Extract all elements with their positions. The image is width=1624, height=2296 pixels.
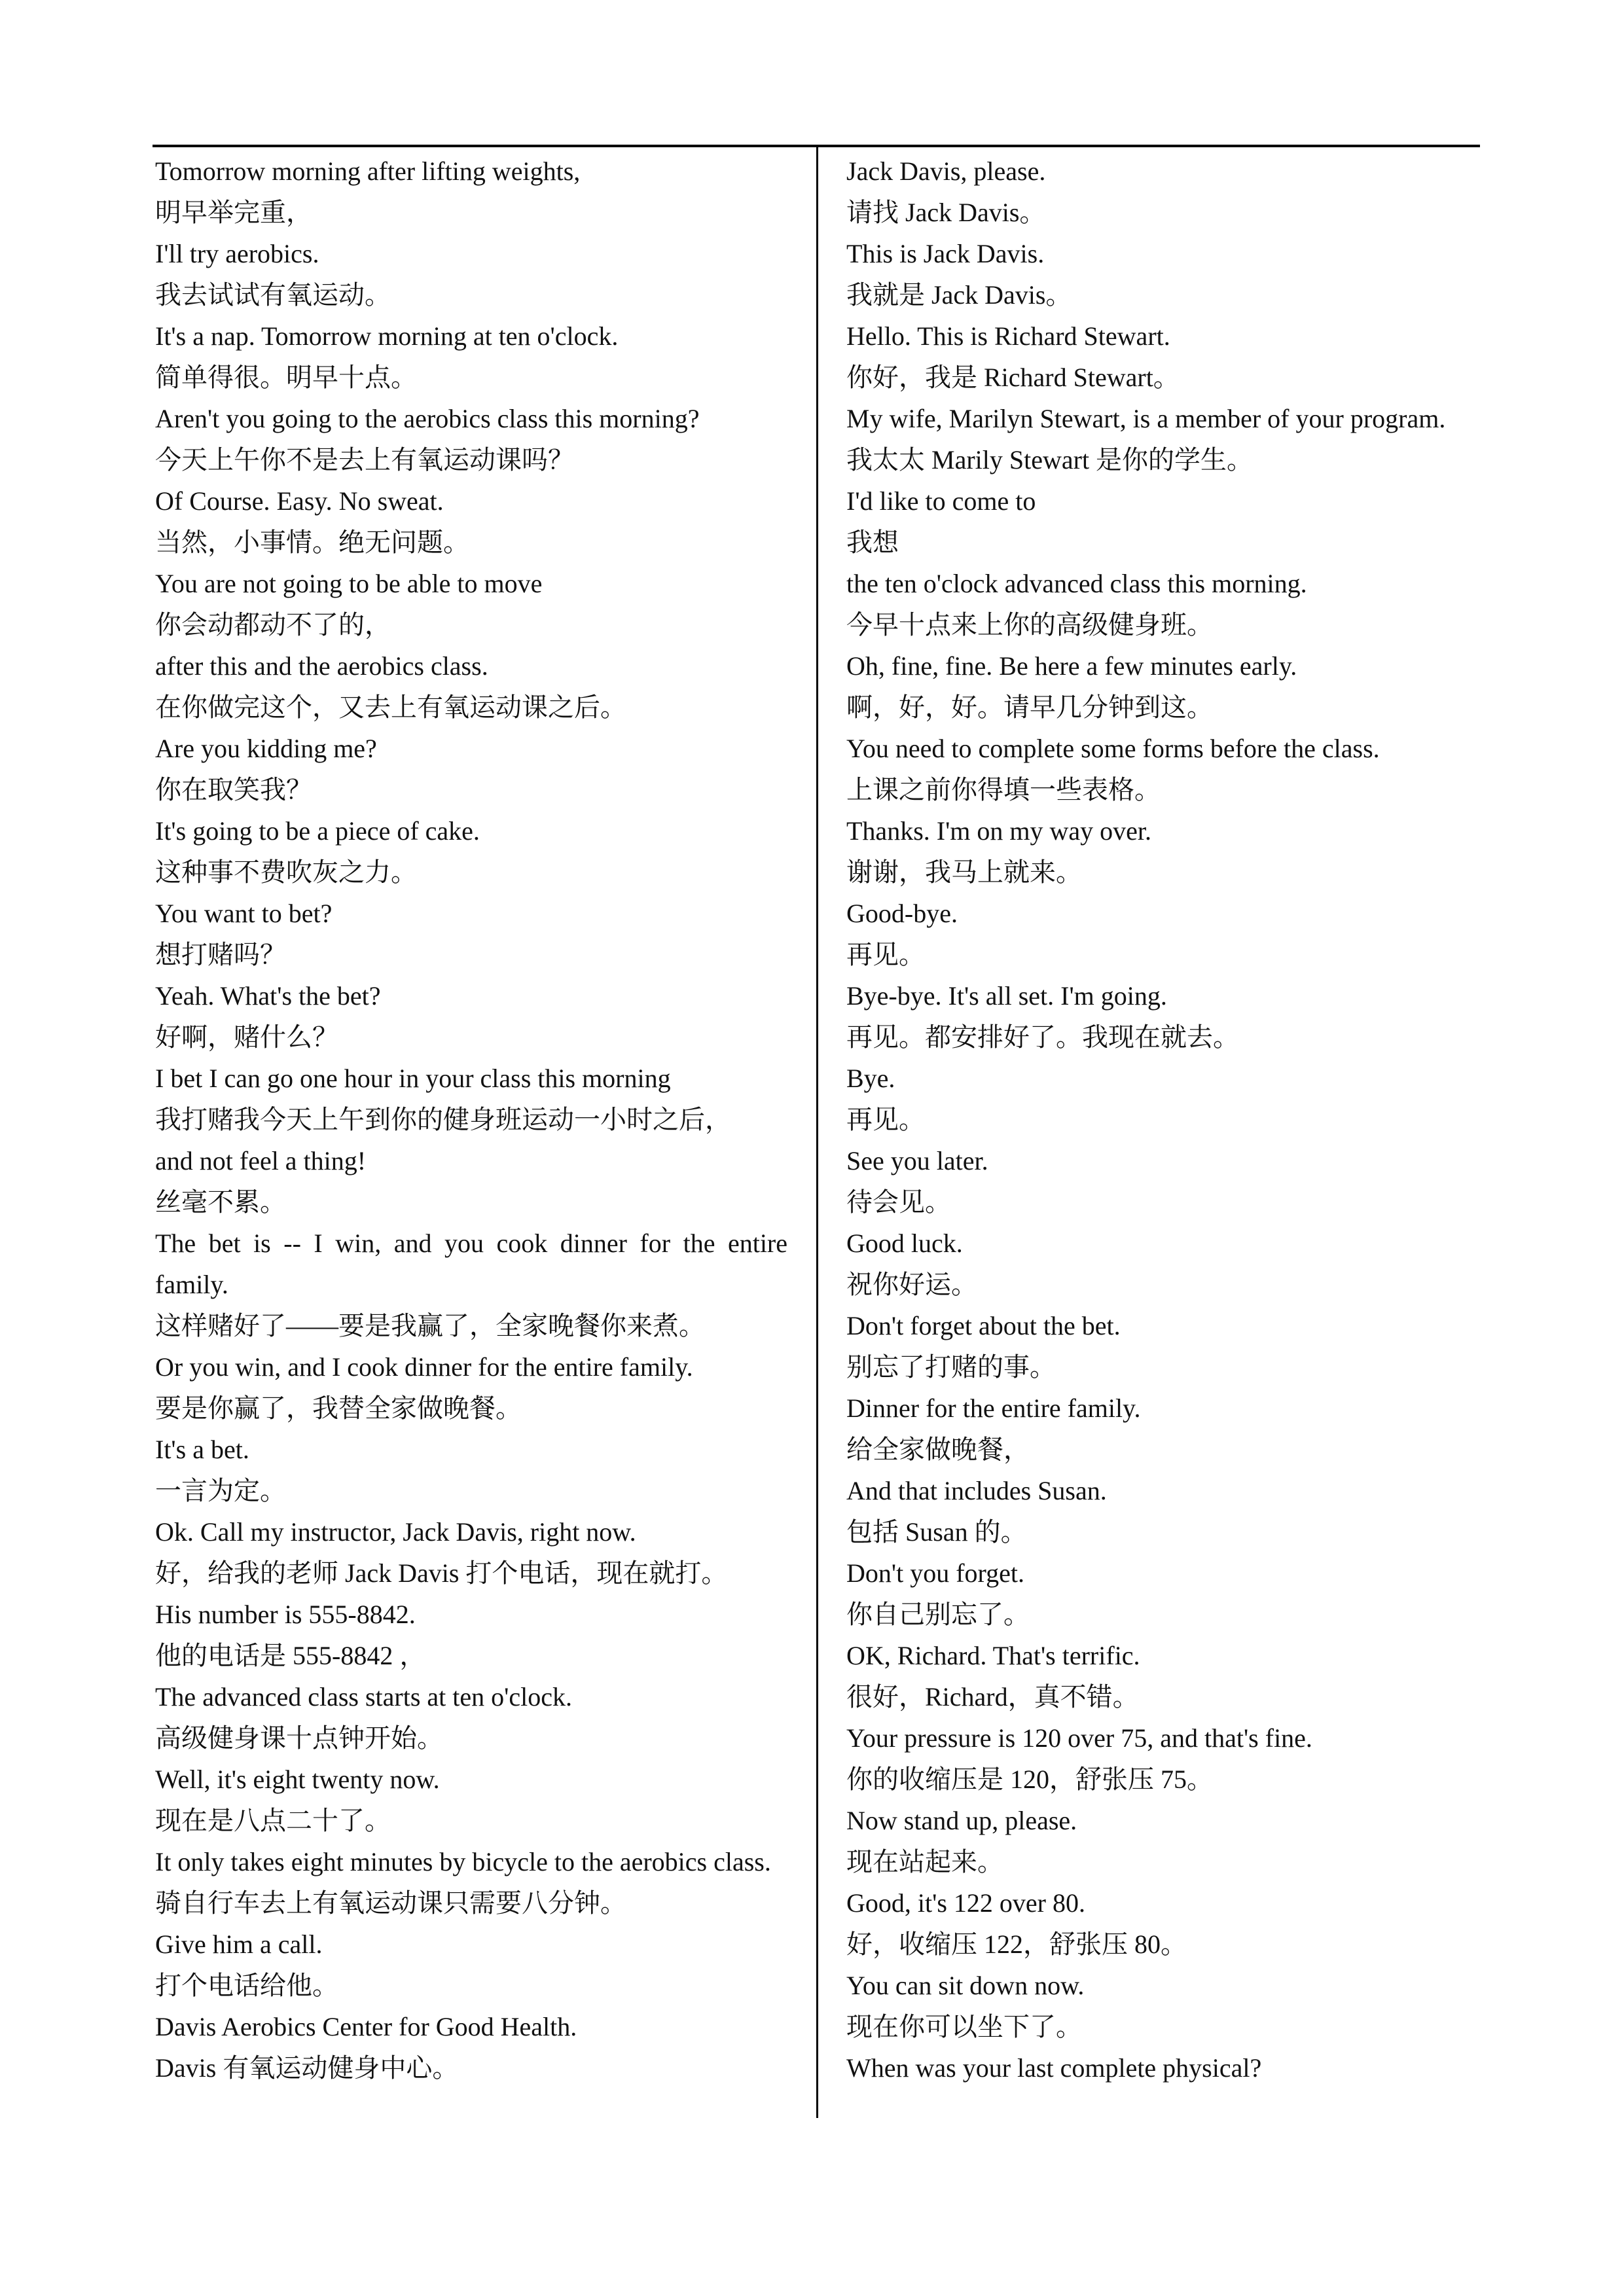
dialogue-line: Yeah. What's the bet? — [155, 981, 381, 1011]
dialogue-line: Thanks. I'm on my way over. — [846, 816, 1152, 846]
dialogue-line: I bet I can go one hour in your class this morning — [155, 1064, 671, 1093]
dialogue-line: Or you win, and I cook dinner for the entire family. — [155, 1352, 693, 1382]
dialogue-line: See you later. — [846, 1146, 988, 1175]
dialogue-line: 我太太 Marily Stewart 是你的学生。 — [846, 445, 1254, 475]
column-divider — [816, 146, 818, 2118]
dialogue-line: 你会动都动不了的， — [155, 610, 391, 639]
dialogue-line: 要是你赢了，我替全家做晚餐。 — [155, 1393, 522, 1423]
dialogue-line: and not feel a thing! — [155, 1146, 367, 1175]
dialogue-line: You need to complete some forms before the class. — [846, 734, 1380, 763]
dialogue-line: You are not going to be able to move — [155, 569, 543, 598]
dialogue-line: Hello. This is Richard Stewart. — [846, 321, 1170, 351]
dialogue-line: You want to bet? — [155, 899, 333, 928]
dialogue-line: 当然，小事情。绝无问题。 — [155, 528, 469, 557]
dialogue-line: 他的电话是 555-8842 ， — [155, 1641, 426, 1670]
dialogue-line: I'd like to come to — [846, 486, 1036, 516]
dialogue-line: 再见。 — [846, 940, 925, 969]
dialogue-line: Ok. Call my instructor, Jack Davis, right now. — [155, 1517, 636, 1547]
dialogue-line: Don't you forget. — [846, 1558, 1024, 1588]
dialogue-line: 我去试试有氧运动。 — [155, 280, 391, 310]
dialogue-line: 你自己别忘了。 — [846, 1600, 1030, 1629]
dialogue-line: 现在站起来。 — [846, 1847, 1003, 1876]
dialogue-line: 别忘了打赌的事。 — [846, 1352, 1056, 1382]
dialogue-line: Davis 有氧运动健身中心。 — [155, 2053, 459, 2083]
dialogue-line: Your pressure is 120 over 75, and that's fine. — [846, 1723, 1312, 1753]
dialogue-line: It's going to be a piece of cake. — [155, 816, 480, 846]
dialogue-line: 待会见。 — [846, 1187, 951, 1217]
dialogue-line: 高级健身课十点钟开始。 — [155, 1723, 443, 1753]
dialogue-line: 你的收缩压是 120，舒张压 75。 — [846, 1765, 1213, 1794]
dialogue-line: Dinner for the entire family. — [846, 1393, 1141, 1423]
dialogue-line: 你在取笑我？ — [155, 775, 312, 804]
dialogue-line: Are you kidding me? — [155, 734, 377, 763]
dialogue-line: This is Jack Davis. — [846, 239, 1045, 268]
dialogue-line: 请找 Jack Davis。 — [846, 198, 1046, 227]
dialogue-line: Now stand up, please. — [846, 1806, 1077, 1835]
dialogue-line: When was your last complete physical? — [846, 2053, 1262, 2083]
dialogue-line: 今天上午你不是去上有氧运动课吗？ — [155, 445, 574, 475]
dialogue-line: Well, it's eight twenty now. — [155, 1765, 440, 1794]
dialogue-line: 明早举完重， — [155, 198, 312, 227]
dialogue-line: 再见。都安排好了。我现在就去。 — [846, 1022, 1239, 1052]
dialogue-line: My wife, Marilyn Stewart, is a member of your program. — [846, 404, 1446, 433]
dialogue-line: 骑自行车去上有氧运动课只需要八分钟。 — [155, 1888, 626, 1918]
dialogue-line: It only takes eight minutes by bicycle to the aerobics class. — [155, 1847, 771, 1876]
right-column — [846, 151, 1479, 2089]
dialogue-line: 这样赌好了——要是我赢了，全家晚餐你来煮。 — [155, 1311, 705, 1340]
dialogue-line: Jack Davis, please. — [846, 156, 1046, 186]
dialogue-line: Good-bye. — [846, 899, 958, 928]
dialogue-line: The bet is -- I win, and you cook dinner for the entire family. — [155, 1229, 787, 1299]
left-column — [155, 151, 787, 2089]
dialogue-line: OK, Richard. That's terrific. — [846, 1641, 1140, 1670]
dialogue-line: 我打赌我今天上午到你的健身班运动一小时之后， — [155, 1105, 731, 1134]
dialogue-line: Oh, fine, fine. Be here a few minutes early. — [846, 651, 1297, 681]
dialogue-line: 我就是 Jack Davis。 — [846, 280, 1072, 310]
dialogue-line: 今早十点来上你的高级健身班。 — [846, 610, 1213, 639]
dialogue-line: 你好，我是 Richard Stewart。 — [846, 363, 1180, 392]
dialogue-line: 丝毫不累。 — [155, 1187, 286, 1217]
dialogue-line: 这种事不费吹灰之力。 — [155, 857, 417, 887]
dialogue-line: 现在是八点二十了。 — [155, 1806, 391, 1835]
dialogue-line: 好，给我的老师 Jack Davis 打个电话，现在就打。 — [155, 1558, 728, 1588]
dialogue-line: Give him a call. — [155, 1929, 323, 1959]
dialogue-line: You can sit down now. — [846, 1971, 1085, 2000]
dialogue-line: 包括 Susan 的。 — [846, 1517, 1027, 1547]
dialogue-line: Tomorrow morning after lifting weights, — [155, 156, 581, 186]
dialogue-line: after this and the aerobics class. — [155, 651, 488, 681]
dialogue-line: It's a nap. Tomorrow morning at ten o'clock. — [155, 321, 619, 351]
dialogue-line: 想打赌吗？ — [155, 940, 286, 969]
dialogue-line: 给全家做晚餐， — [846, 1435, 1030, 1464]
dialogue-line: The advanced class starts at ten o'clock. — [155, 1682, 572, 1712]
dialogue-line: 现在你可以坐下了。 — [846, 2012, 1082, 2041]
dialogue-line: 一言为定。 — [155, 1476, 286, 1505]
dialogue-line: And that includes Susan. — [846, 1476, 1107, 1505]
dialogue-line: 好，收缩压 122，舒张压 80。 — [846, 1929, 1187, 1959]
dialogue-line: Davis Aerobics Center for Good Health. — [155, 2012, 577, 2041]
dialogue-line: Good, it's 122 over 80. — [846, 1888, 1085, 1918]
dialogue-line: 好啊，赌什么？ — [155, 1022, 338, 1052]
dialogue-line: Good luck. — [846, 1229, 963, 1258]
dialogue-line: 我想 — [846, 528, 899, 557]
dialogue-line: Of Course. Easy. No sweat. — [155, 486, 444, 516]
dialogue-line: 打个电话给他。 — [155, 1971, 338, 2000]
dialogue-line: 啊，好，好。请早几分钟到这。 — [846, 692, 1213, 722]
dialogue-line: 谢谢，我马上就来。 — [846, 857, 1082, 887]
dialogue-line: 再见。 — [846, 1105, 925, 1134]
dialogue-line: I'll try aerobics. — [155, 239, 319, 268]
dialogue-line: Aren't you going to the aerobics class this morning? — [155, 404, 700, 433]
dialogue-line: Don't forget about the bet. — [846, 1311, 1121, 1340]
dialogue-line: the ten o'clock advanced class this morning. — [846, 569, 1307, 598]
dialogue-line: 上课之前你得填一些表格。 — [846, 775, 1161, 804]
dialogue-line: 在你做完这个，又去上有氧运动课之后。 — [155, 692, 626, 722]
dialogue-line: His number is 555-8842. — [155, 1600, 416, 1629]
dialogue-line: It's a bet. — [155, 1435, 249, 1464]
dialogue-line: 简单得很。明早十点。 — [155, 363, 417, 392]
dialogue-line: 祝你好运。 — [846, 1270, 977, 1299]
dialogue-line: Bye-bye. It's all set. I'm going. — [846, 981, 1167, 1011]
dialogue-line: 很好，Richard，真不错。 — [846, 1682, 1139, 1712]
dialogue-line: Bye. — [846, 1064, 895, 1093]
